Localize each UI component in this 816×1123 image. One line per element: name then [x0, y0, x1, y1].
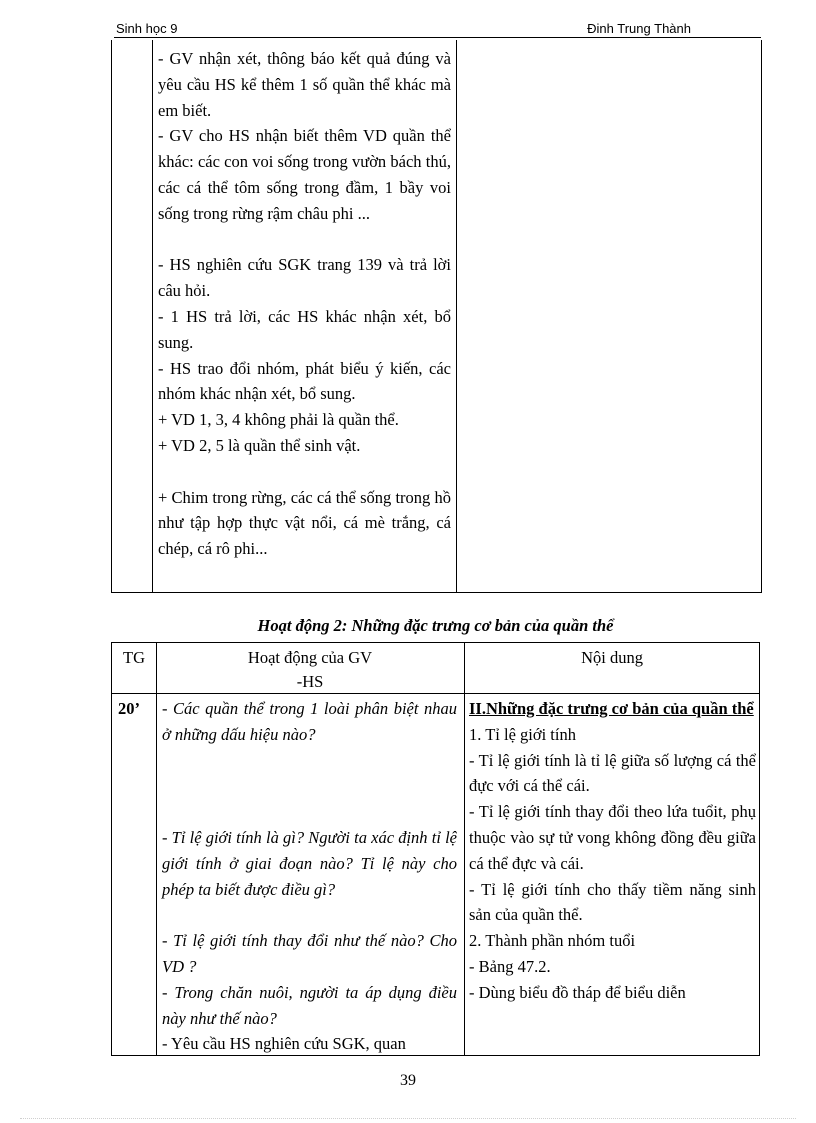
page-number: 39 [400, 1072, 416, 1089]
content-line: 1. Tỉ lệ giới tính [469, 724, 576, 744]
question: - Tỉ lệ giới tính là gì? Người ta xác định tỉ lệ giới tính ở giai đoạn nào? Tỉ lệ này cho phép ta biết được điều gì? [162, 827, 457, 899]
column-header-activity-line1: Hoạt động của GV [247, 648, 373, 667]
teacher-activity-cell [162, 696, 457, 1057]
instruction: - Yêu cầu HS nghiên cứu SGK, quan [162, 1034, 406, 1054]
question: - Trong chăn nuôi, người ta áp dụng điều này như thế nào? [162, 982, 457, 1028]
header-subject: Sinh học 9 [116, 21, 178, 36]
content-line: - Tỉ lệ giới tính là tỉ lệ giữa số lượng cá thể đực với cá thể cái. [469, 750, 756, 796]
activity2-table [111, 642, 760, 1056]
paragraph: + VD 2, 5 là quần thể sinh vật. [158, 435, 361, 455]
teacher-student-activity-cell [158, 46, 451, 562]
paragraph: - GV nhận xét, thông báo kết quả đúng và yêu cầu HS kể thêm 1 số quần thể khác mà em biết. [158, 49, 451, 120]
paragraph: + Chim trong rừng, các cá thể sống trong hồ như tập hợp thực vật nổi, cá mè trắng, cá chép, cá rô phi... [158, 487, 451, 559]
column-header-activity-line2: -HS [296, 672, 324, 691]
content-line: - Bảng 47.2. [469, 956, 551, 976]
paragraph: - GV cho HS nhận biết thêm VD quần thể khác: các con voi sống trong vườn bách thú, các cá thể tôm sống trong đầm, 1 bầy voi sống trong rừng rậm châu phi ... [158, 126, 451, 223]
section-heading: II.Những đặc trưng cơ bản của quần thể [469, 699, 754, 718]
paragraph: + VD 1, 3, 4 không phải là quần thể. [158, 410, 399, 430]
paragraph: - 1 HS trả lời, các HS khác nhận xét, bổ sung. [158, 306, 451, 352]
activity1-table-continued [111, 40, 762, 593]
time-value: 20’ [118, 699, 140, 718]
page-bottom-divider [20, 1118, 796, 1119]
question: - Các quần thể trong 1 loài phân biệt nhau ở những dấu hiệu nào? [162, 699, 457, 744]
question: - Tỉ lệ giới tính thay đổi như thế nào? Cho VD ? [162, 931, 457, 976]
content-line: 2. Thành phần nhóm tuổi [469, 931, 636, 951]
column-header-tg: TG [123, 648, 145, 667]
activity2-title: Hoạt động 2: Những đặc trưng cơ bản của quần thể [257, 616, 614, 635]
content-cell [469, 696, 756, 1006]
column-header-content: Nội dung [581, 648, 643, 667]
paragraph: - HS trao đổi nhóm, phát biểu ý kiến, các nhóm khác nhận xét, bổ sung. [158, 358, 451, 404]
content-line: - Tỉ lệ giới tính cho thấy tiềm năng sinh sản của quần thể. [469, 879, 756, 925]
content-line: - Dùng biểu đồ tháp để biểu diễn [469, 982, 686, 1002]
header-author: Đinh Trung Thành [587, 21, 691, 36]
content-line: - Tỉ lệ giới tính thay đổi theo lứa tuổit, phụ thuộc vào sự tử vong không đồng đều giữa cá thể đực và cái. [469, 802, 756, 873]
paragraph: - HS nghiên cứu SGK trang 139 và trả lời câu hỏi. [158, 255, 451, 301]
column-header-activity [157, 646, 463, 694]
page-header [114, 18, 761, 38]
